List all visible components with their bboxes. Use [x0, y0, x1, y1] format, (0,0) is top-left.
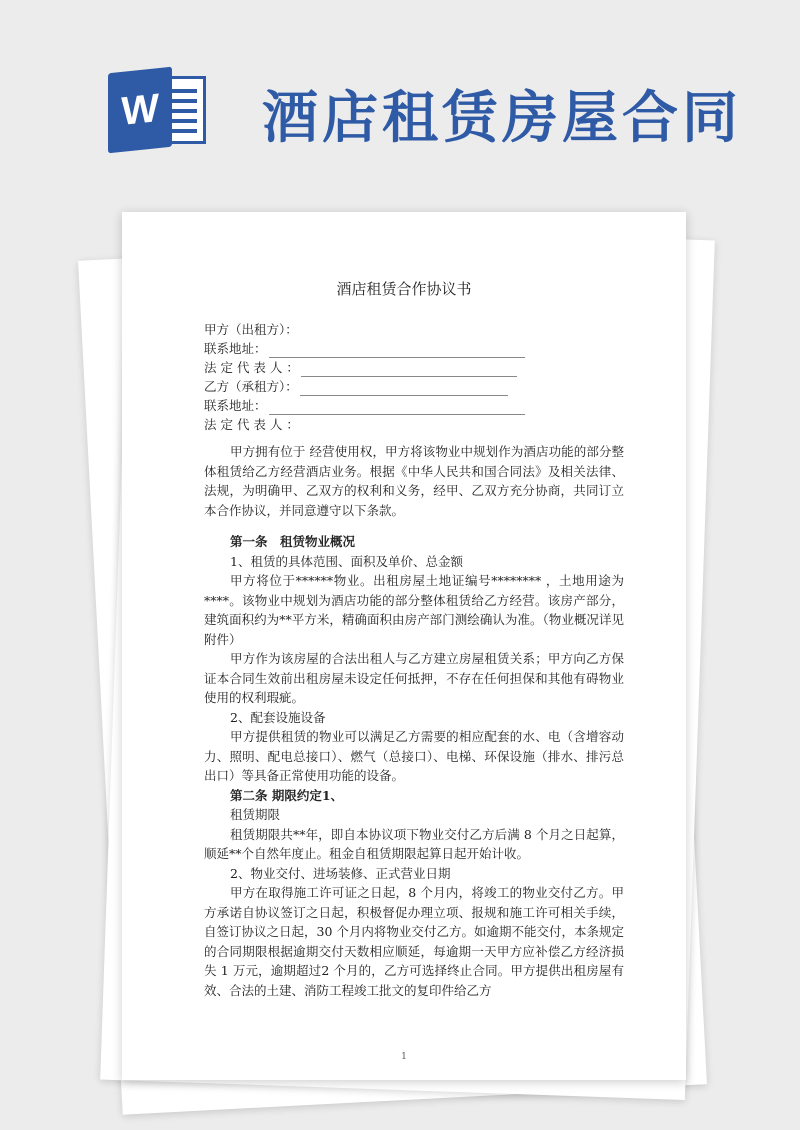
party-b-label-row	[204, 377, 525, 396]
party-a-address-row	[204, 339, 525, 358]
document-page	[122, 212, 686, 1080]
article-2-paragraph-2: 甲方在取得施工许可证之日起，8 个月内，将竣工的物业交付乙方。甲方承诺自协议签订之日起，积极督促办理立项、报规和施工许可相关手续，自签订协议之日起，30 个月内将物业交付乙方。如逾期不能交付，本条规定的合同期限根据逾期交付天数相应顺延，每逾期一天甲方应补偿乙方经济损失 1 万元，逾期超过2 个月的，乙方可选择终止合同。甲方提供出租房屋有效、合法的土建、消防工程竣工批文的复印件给乙方	[204, 885, 624, 998]
banner	[0, 0, 800, 200]
party-a-address-label: 联系地址：	[204, 341, 267, 356]
party-a-rep-row	[204, 358, 525, 377]
word-icon-letter: W	[108, 67, 172, 154]
article-1-heading: 第一条 租赁物业概况	[230, 534, 356, 549]
fill-in-line	[301, 362, 517, 377]
party-b-label: 乙方（承租方）：	[204, 379, 298, 394]
document-body	[204, 442, 624, 1000]
article-1-item-1: 1、租赁的具体范围、面积及单价、总金额	[230, 553, 463, 569]
page-number: 1	[401, 1052, 407, 1062]
party-b-address-row	[204, 396, 525, 415]
party-a-rep-label: 法 定 代 表 人 ：	[204, 360, 299, 375]
party-b-address-label: 联系地址：	[204, 398, 267, 413]
party-info	[204, 320, 525, 434]
article-2-heading: 第二条 期限约定1、	[230, 787, 344, 803]
intro-paragraph: 甲方拥有位于 经营使用权，甲方将该物业中规划作为酒店功能的部分整体租赁给乙方经营酒店业务。根据《中华人民共和国合同法》及相关法律、法规，为明确甲、乙双方的权利和义务，经甲、乙双方充分协商，共同订立本合作协议，并同意遵守以下条款。	[204, 444, 624, 518]
party-a-label: 甲方（出租方）：	[204, 322, 298, 337]
party-b-rep-label: 法 定 代 表 人 ：	[204, 417, 299, 432]
article-2-item-2: 2、物业交付、进场装修、正式营业日期	[230, 865, 451, 881]
fill-in-line	[300, 381, 508, 396]
document-title: 酒店租赁合作协议书	[336, 280, 472, 298]
article-2-paragraph-1: 租赁期限共**年，即自本协议项下物业交付乙方后满 8 个月之日起算，顺延**个自然年度止。租金自租赁期限起算日起开始计收。	[204, 826, 624, 861]
fill-in-line	[269, 400, 525, 415]
fill-in-line	[269, 343, 525, 358]
article-1-paragraph-3: 甲方提供租赁的物业可以满足乙方需要的相应配套的水、电（含增容动力、照明、配电总接口）、燃气（总接口）、电梯、环保设施（排水、排污总出口）等具备正常使用功能的设备。	[204, 729, 624, 783]
article-1-paragraph-2: 甲方作为该房屋的合法出租人与乙方建立房屋租赁关系；甲方向乙方保证本合同生效前出租房屋未设定任何抵押，不存在任何担保和其他有碍物业使用的权利瑕疵。	[204, 651, 624, 705]
party-b-rep-row	[204, 415, 525, 434]
banner-title: 酒店租赁房屋合同	[262, 85, 742, 151]
article-2-subheading: 租赁期限	[230, 807, 281, 822]
article-1-paragraph-1: 甲方将位于******物业。出租房屋土地证编号******** ，土地用途为****。该物业中规划为酒店功能的部分整体租赁给乙方经营。该房产部分，建筑面积约为**平方米，精确面积由房产部门测绘确认为准。（物业概况详见附件）	[204, 573, 624, 647]
word-document-icon	[108, 70, 208, 150]
party-a-label-row	[204, 320, 525, 339]
article-1-item-2: 2、配套设施设备	[230, 709, 326, 725]
